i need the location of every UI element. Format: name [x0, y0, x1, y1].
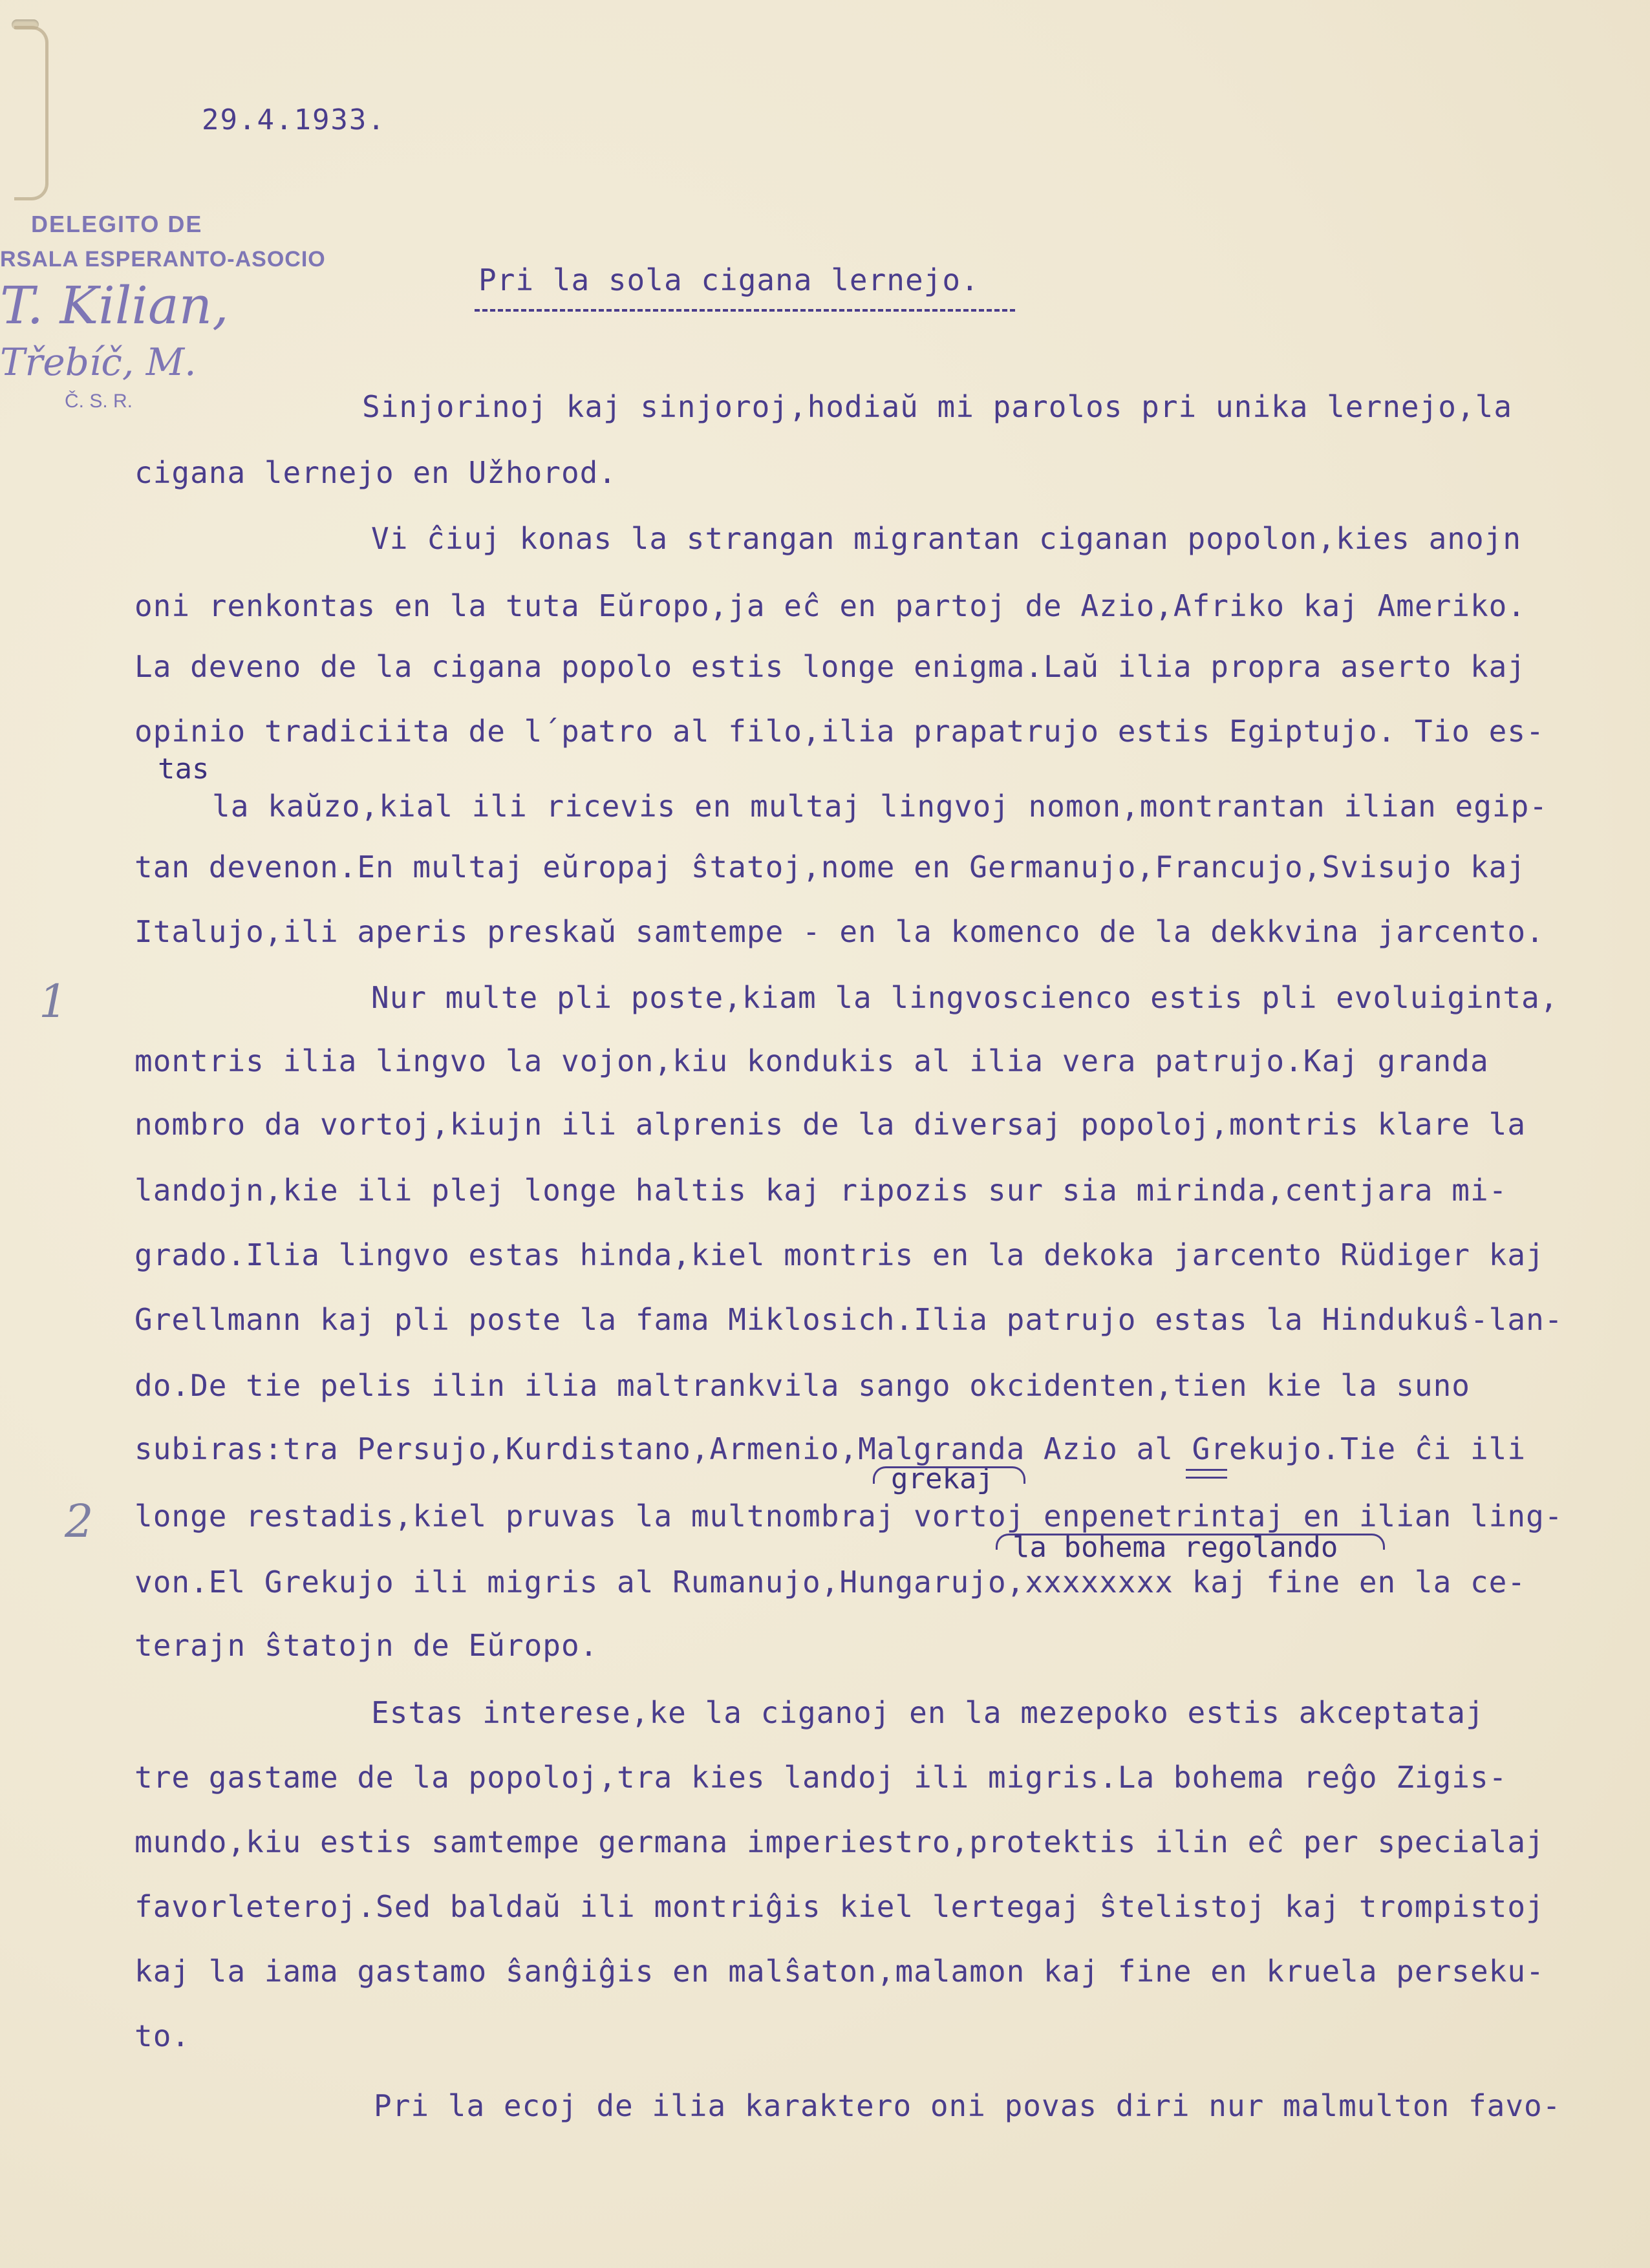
stamp-line-2: RSALA ESPERANTO-ASOCIO: [0, 247, 326, 272]
text-line: opinio tradiciita de l´patro al filo,ilia prapatrujo estis Egiptujo. Tio es-: [134, 714, 1545, 749]
text-line: landojn,kie ili plej longe haltis kaj ripozis sur sia mirinda,centjara mi-: [134, 1173, 1508, 1208]
text-line: Nur multe pli poste,kiam la lingvoscienco estis pli evoluiginta,: [371, 980, 1559, 1015]
document-date: 29.4.1933.: [202, 103, 386, 136]
text-line: to.: [134, 2018, 191, 2053]
document-title: Pri la sola cigana lernejo.: [478, 262, 980, 297]
text-line: tre gastame de la popoloj,tra kies landoj ili migris.La bohema reĝo Zigis-: [134, 1760, 1508, 1795]
stamp-line-4: Třebíč, M.: [0, 340, 197, 384]
margin-note-1: 1: [39, 975, 68, 1028]
insertion-tas: tas: [158, 753, 209, 786]
margin-note-2: 2: [65, 1495, 94, 1548]
double-underline-al: [1186, 1469, 1227, 1471]
text-line: subiras:tra Persujo,Kurdistano,Armenio,Malgranda Azio al Grekujo.Tie ĉi ili: [134, 1431, 1527, 1466]
insertion-arc-grekaj: [873, 1466, 1025, 1484]
text-line: La deveno de la cigana popolo estis longe enigma.Laŭ ilia propra aserto kaj: [134, 649, 1527, 684]
text-line: Italujo,ili aperis preskaŭ samtempe - en la komenco de la dekkvina jarcento.: [134, 914, 1545, 949]
paper-clip-mark: [14, 26, 48, 200]
insertion-arc-bohema: [996, 1534, 1385, 1550]
text-line: Estas interese,ke la ciganoj en la mezepoko estis akceptataj: [371, 1695, 1484, 1730]
text-line: do.De tie pelis ilin ilia maltrankvila sango okcidenten,tien kie la suno: [134, 1368, 1470, 1403]
text-line: la kaŭzo,kial ili ricevis en multaj lingvoj nomon,montrantan ilian egip-: [212, 789, 1548, 824]
text-line: von.El Grekujo ili migris al Rumanujo,Hungarujo,xxxxxxxx kaj fine en la ce-: [134, 1565, 1527, 1599]
text-line: grado.Ilia lingvo estas hinda,kiel montris en la dekoka jarcento Rüdiger kaj: [134, 1237, 1545, 1272]
text-line: nombro da vortoj,kiujn ili alprenis de la diversaj popoloj,montris klare la: [134, 1107, 1527, 1142]
text-line: Pri la ecoj de ilia karaktero oni povas diri nur malmulton favo-: [374, 2088, 1561, 2123]
insertion-la-bohema-regolando: la bohema regolando: [1012, 1531, 1338, 1564]
text-line: tan devenon.En multaj eŭropaj ŝtatoj,nome en Germanujo,Francujo,Svisujo kaj: [134, 850, 1527, 884]
text-line: kaj la iama gastamo ŝanĝiĝis en malŝaton,malamon kaj fine en kruela perseku-: [134, 1954, 1545, 1989]
text-line: longe restadis,kiel pruvas la multnombraj vortoj enpenetrintaj en ilian ling-: [134, 1499, 1563, 1534]
text-line: favorleteroj.Sed baldaŭ ili montriĝis kiel lertegaj ŝtelistoj kaj trompistoj: [134, 1889, 1545, 1924]
stamp-line-5: Č. S. R.: [65, 390, 133, 412]
stamp-line-1: DELEGITO DE: [31, 211, 203, 237]
insertion-grekaj: grekaj: [891, 1462, 994, 1495]
text-line: oni renkontas en la tuta Eŭropo,ja eĉ en partoj de Azio,Afriko kaj Ameriko.: [134, 588, 1527, 623]
text-line: terajn ŝtatojn de Eŭropo.: [134, 1628, 599, 1663]
text-line: Vi ĉiuj konas la strangan migrantan ciganan popolon,kies anojn: [371, 521, 1522, 556]
text-line: cigana lernejo en Užhorod.: [134, 455, 617, 490]
text-line: Grellmann kaj pli poste la fama Miklosich.Ilia patrujo estas la Hindukuŝ-lan-: [134, 1302, 1563, 1337]
text-line: montris ilia lingvo la vojon,kiu kondukis al ilia vera patrujo.Kaj granda: [134, 1043, 1489, 1078]
title-underline: [475, 309, 1015, 312]
text-line: mundo,kiu estis samtempe germana imperiestro,protektis ilin eĉ per specialaj: [134, 1824, 1545, 1859]
double-underline-al-2: [1186, 1477, 1227, 1479]
delegate-stamp: [0, 211, 326, 412]
stamp-line-3: T. Kilian,: [0, 275, 229, 336]
text-line: Sinjorinoj kaj sinjoroj,hodiaŭ mi parolos pri unika lernejo,la: [362, 389, 1513, 424]
